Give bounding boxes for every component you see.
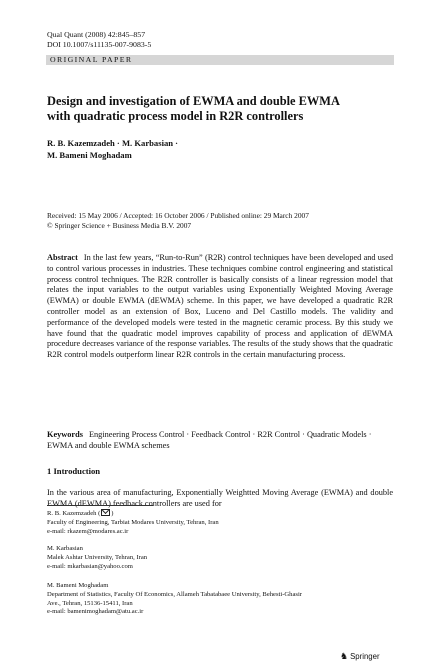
- affiliation-email[interactable]: e-mail: bamenimoghadam@atu.ac.ir: [47, 608, 144, 616]
- title-line-2: with quadratic process model in R2R controllers: [47, 109, 304, 123]
- affiliation-dept: Faculty of Engineering, Tarbiat Modares University, Tehran, Iran: [47, 518, 219, 526]
- keywords-label: Keywords: [47, 430, 83, 439]
- journal-citation: Qual Quant (2008) 42:845–857: [47, 30, 146, 39]
- introduction-text: In the various area of manufacturing, Exponentially Weightted Moving Average (EWMA) and double EWMA (dEWMA) feedback controllers are used for: [47, 488, 393, 508]
- history-dates: Received: 15 May 2006 / Accepted: 16 October 2006 / Published online: 29 March 2007: [47, 211, 309, 220]
- authors-line-1: R. B. Kazemzadeh · M. Karbasian ·: [47, 138, 179, 148]
- journal-reference: [47, 30, 151, 50]
- abstract-text: In the last few years, “Run-to-Run” (R2R) control techniques have been developed and used to control various processes in industries. These techniques combine control engineering and statistical process control techniques. The R2R controller is basically consists of a linear regression model that relates the input variables to the output variables using Exponentially Weighted Moving Average (EWMA) or double EWMA (dEWMA) scheme. In this paper, we have developed a quadratic R2R controller model as an extension of Box, Luceno and Del Castillo models. The validity and performance of the developed models were tested in the magnetic ceramic process. By this study we have found that the quadratic model improves capability of process and application of dEWMA procedure decreases variance of the response variables. The results of the study shows that the quadratic R2R control models outperform linear R2R controls in the certain manufacturing process.: [47, 253, 393, 360]
- section-heading-introduction: 1 Introduction: [47, 466, 101, 476]
- springer-horse-icon: ♞: [340, 650, 349, 661]
- footnote-divider: [47, 505, 153, 506]
- article-type-banner: ORIGINAL PAPER: [46, 55, 394, 65]
- affiliation-email[interactable]: e-mail: rkazem@modares.ac.ir: [47, 527, 129, 535]
- copyright-notice: © Springer Science + Business Media B.V. 2007: [47, 221, 192, 230]
- publisher-logo: [340, 651, 380, 661]
- publication-history: [47, 211, 397, 231]
- doi[interactable]: DOI 10.1007/s11135-007-9083-5: [47, 40, 152, 49]
- keywords: [47, 430, 393, 452]
- affiliation-dept: Department of Statistics, Faculty Of Economics, Allameh Tabatabaee University, Behesti-Ghasir: [47, 590, 302, 598]
- affiliation-dept-2: Ave., Tehran, 15136-15411, Iran: [47, 599, 133, 607]
- title-line-1: Design and investigation of EWMA and double EWMA: [47, 94, 340, 108]
- affiliation-name: R. B. Kazemzadeh ( ): [47, 510, 114, 517]
- affiliation-dept: Malek Ashtar University, Tehran, Iran: [47, 553, 148, 561]
- affiliation-name: M. Bameni Moghadam: [47, 582, 109, 589]
- article-title: [47, 94, 397, 124]
- publisher-name: Springer: [350, 651, 380, 661]
- affiliation-1: [47, 509, 397, 536]
- affiliation-2: [47, 545, 397, 571]
- authors-line-2: M. Bameni Moghadam: [47, 150, 132, 160]
- affiliation-email[interactable]: e-mail: mkarbasian@yahoo.com: [47, 562, 133, 570]
- envelope-icon: [101, 509, 110, 516]
- affiliation-name: M. Karbasian: [47, 545, 83, 552]
- affiliation-3: [47, 582, 397, 617]
- abstract: [47, 253, 393, 361]
- keywords-text: Engineering Process Control · Feedback Control · R2R Control · Quadratic Models · EWMA and double EWMA schemes: [47, 430, 372, 450]
- author-list: [47, 137, 178, 161]
- abstract-label: Abstract: [47, 253, 78, 262]
